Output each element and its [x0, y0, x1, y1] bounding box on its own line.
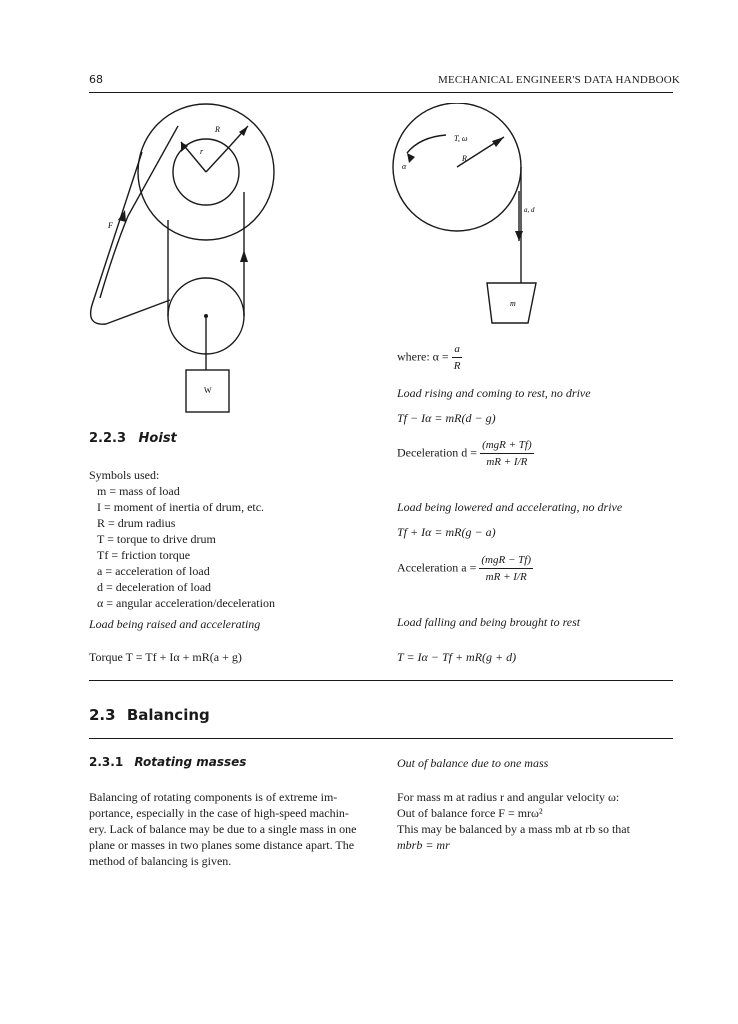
symbol-item: T = torque to drive drum	[97, 532, 216, 546]
paragraph-line: method of balancing is given.	[89, 854, 232, 868]
case-raised-heading: Load being raised and accelerating	[89, 617, 261, 631]
paragraph-line: portance, especially in the case of high-speed machin-	[89, 806, 349, 820]
section-23-title: Balancing	[126, 706, 210, 724]
symbols-heading: Symbols used:	[89, 468, 160, 482]
one-mass-line: This may be balanced by a mass mb at rb so that	[397, 822, 630, 836]
rising-num: (mgR + Tf)	[482, 439, 532, 451]
label-W: W	[204, 386, 212, 395]
symbol-item: m = mass of load	[97, 484, 180, 498]
section-231-number: 2.3.1	[89, 755, 124, 769]
label-R: R	[215, 125, 220, 134]
label-R-right: R	[462, 154, 467, 163]
section-23-number: 2.3	[89, 706, 116, 724]
label-m: m	[510, 299, 516, 308]
symbol-item: α = angular acceleration/deceleration	[97, 596, 275, 610]
hoist-diagram	[78, 100, 378, 420]
label-F: F	[108, 221, 113, 230]
where-den: R	[452, 357, 463, 374]
lowered-equation: Tf + Iα = mR(g − a)	[397, 525, 496, 539]
rising-result-prefix: Deceleration d =	[397, 445, 478, 460]
rising-den: mR + I/R	[480, 453, 534, 470]
section-rule-top	[89, 680, 673, 681]
one-mass-line: mbrb = mr	[397, 838, 450, 852]
rising-fraction	[480, 437, 534, 470]
falling-heading: Load falling and being brought to rest	[397, 615, 581, 629]
running-title: MECHANICAL ENGINEER'S DATA HANDBOOK	[438, 74, 681, 86]
rising-heading: Load rising and coming to rest, no drive	[397, 386, 591, 400]
rising-result	[397, 437, 534, 470]
symbols-list	[97, 483, 275, 611]
header-rule	[89, 92, 673, 93]
section-223-heading	[89, 431, 177, 446]
paragraph-line: plane or masses in two planes some distance apart. The	[89, 838, 355, 852]
label-r: r	[200, 147, 204, 156]
one-mass-heading: Out of balance due to one mass	[397, 756, 549, 770]
section-223-title: Hoist	[138, 431, 177, 446]
symbol-item: R = drum radius	[97, 516, 176, 530]
lowered-num: (mgR − Tf)	[481, 554, 531, 566]
symbol-item: d = deceleration of load	[97, 580, 212, 594]
label-T-omega: T, ω	[454, 134, 468, 143]
one-mass-line: Out of balance force F = mrω²	[397, 806, 543, 820]
lowered-fraction	[479, 552, 533, 585]
where-num: a	[454, 343, 460, 355]
symbol-item: Tf = friction torque	[97, 548, 191, 562]
label-a-d: a, d	[524, 206, 535, 214]
where-equation	[397, 341, 462, 374]
label-alpha: α	[402, 162, 407, 171]
lowered-den: mR + I/R	[479, 568, 533, 585]
symbol-item: a = acceleration of load	[97, 564, 210, 578]
section-rule-bottom	[89, 738, 673, 739]
where-prefix: where: α =	[397, 349, 449, 364]
symbol-item: I = moment of inertia of drum, etc.	[97, 500, 265, 514]
paragraph-line: ery. Lack of balance may be due to a single mass in one	[89, 822, 357, 836]
section-231-heading	[89, 755, 246, 769]
one-mass-text	[397, 789, 630, 853]
one-mass-line: For mass m at radius r and angular velocity ω:	[397, 790, 620, 804]
lowered-heading: Load being lowered and accelerating, no drive	[397, 500, 623, 514]
section-231-title: Rotating masses	[134, 755, 247, 769]
drum-mass-diagram	[388, 103, 538, 325]
falling-equation: T = Iα − Tf + mR(g + d)	[397, 650, 517, 664]
paragraph-line: Balancing of rotating components is of extreme im-	[89, 790, 338, 804]
section-223-number: 2.2.3	[89, 431, 127, 446]
case-raised-equation: Torque T = Tf + Iα + mR(a + g)	[89, 650, 242, 664]
rising-equation: Tf − Iα = mR(d − g)	[397, 411, 496, 425]
lowered-result	[397, 552, 533, 585]
page-number: 68	[89, 73, 103, 86]
lowered-result-prefix: Acceleration a =	[397, 560, 477, 575]
where-fraction	[452, 341, 463, 374]
section-231-paragraph	[89, 789, 379, 869]
section-23-heading	[89, 706, 210, 724]
drum-circle	[393, 103, 521, 231]
